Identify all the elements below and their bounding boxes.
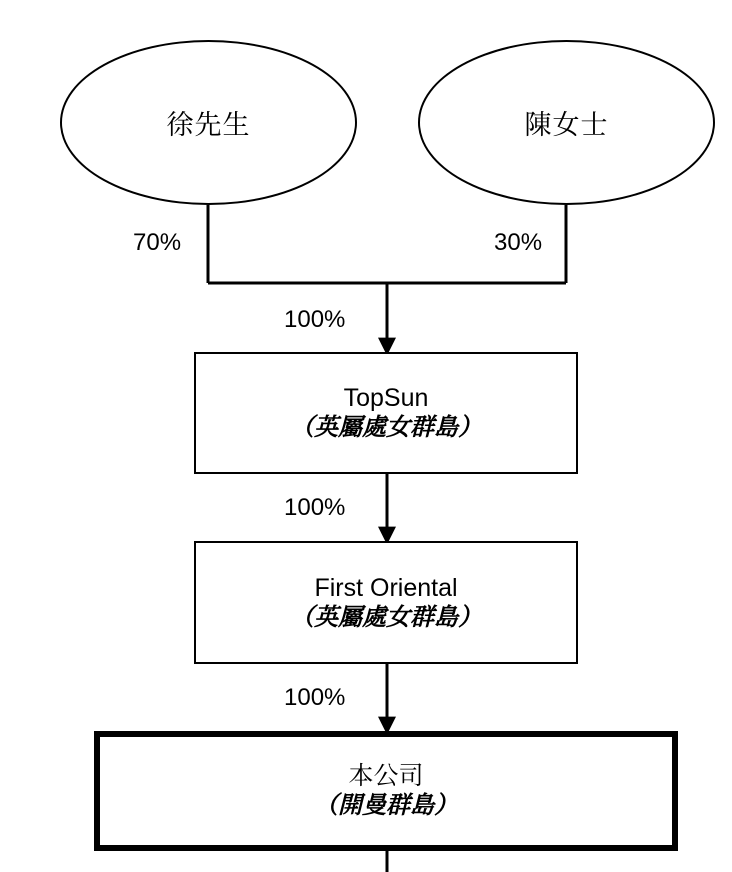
node-company-label: 本公司 [348,762,424,790]
edge-label-merged-topsun: 100% [284,306,346,333]
edge-label-topsun-firstoriental: 100% [284,494,346,521]
node-topsun-label: TopSun [343,384,429,412]
node-mr-xu-label: 徐先生 [166,110,251,140]
node-topsun-jurisdiction: （英屬處女群島） [290,414,482,441]
node-ms-chen[interactable] [418,40,715,205]
edge-label-chen-topsun: 30% [494,229,543,256]
node-mr-xu[interactable] [60,40,357,205]
node-company-jurisdiction: （開曼群島） [314,792,458,819]
node-topsun[interactable] [194,352,578,474]
edge-label-xu-topsun: 70% [133,229,182,256]
edge-label-firstoriental-company: 100% [284,684,346,711]
node-ms-chen-label: 陳女士 [524,110,609,140]
node-company[interactable] [94,731,678,851]
node-first-oriental[interactable] [194,541,578,664]
node-first-oriental-jurisdiction: （英屬處女群島） [290,603,482,631]
node-first-oriental-label: First Oriental [314,573,458,602]
